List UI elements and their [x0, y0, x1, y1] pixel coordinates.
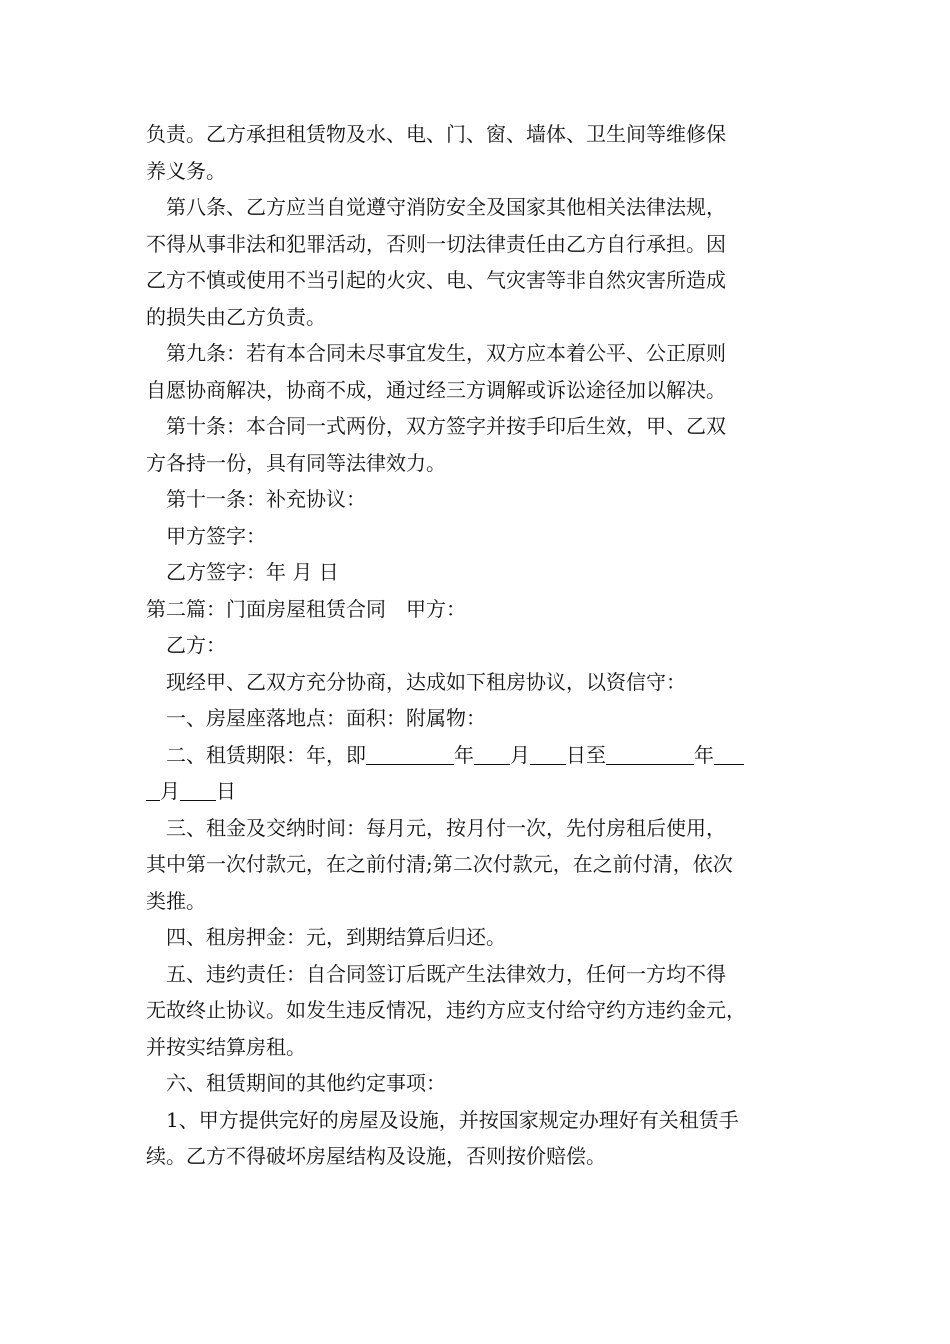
blank-underline	[366, 742, 454, 765]
text-line: 负责。乙方承担租赁物及水、电、门、窗、墙体、卫生间等维修保	[146, 122, 726, 146]
article-8-line: 第八条、乙方应当自觉遵守消防安全及国家其他相关法律法规，	[166, 195, 726, 219]
item-3-line: 三、租金及交纳时间：每月元，按月付一次，先付房租后使用，	[166, 815, 726, 840]
party-b-line: 乙方：	[166, 633, 226, 657]
lease-term-day-to-label: 日至	[566, 742, 606, 767]
item-6-line: 六、租赁期间的其他约定事项：	[166, 1071, 446, 1095]
text-line: 自愿协商解决，协商不成，通过经三方调解或诉讼途径加以解决。	[146, 377, 726, 402]
blank-underline	[530, 742, 566, 765]
text-line: 其中第一次付款元，在之前付清;第二次付款元，在之前付清，依次	[146, 852, 733, 876]
blank-underline	[606, 742, 694, 765]
party-b-signature-line: 乙方签字：年 月 日	[166, 560, 339, 584]
item-4-line: 四、租房押金：元，到期结算后归还。	[166, 925, 506, 949]
text-line: 不得从事非法和犯罪活动，否则一切法律责任由乙方自行承担。因	[146, 231, 726, 256]
article-9-line: 第九条：若有本合同未尽事宜发生，双方应本着公平、公正原则	[166, 341, 726, 365]
blank-underline	[474, 742, 510, 765]
text-line: 续。乙方不得破坏房屋结构及设施，否则按价赔偿。	[146, 1144, 606, 1168]
text-line: 方各持一份，具有同等法律效力。	[146, 450, 446, 475]
article-11-line: 第十一条：补充协议：	[166, 487, 366, 511]
blank-underline	[714, 742, 744, 765]
lease-term-line-continued	[146, 773, 810, 810]
text-line: 类推。	[146, 888, 206, 913]
lease-term-month2-label: 月	[160, 779, 180, 803]
text-line: 乙方不慎或使用不当引起的火灾、电、气灾害等非自然灾害所造成	[146, 268, 726, 292]
blank-underline	[146, 778, 160, 801]
lease-term-prefix: 二、租赁期限：年，即	[166, 742, 366, 767]
lease-term-month-label: 月	[510, 742, 530, 767]
lease-term-year2-label: 年	[694, 742, 714, 767]
item-1-line: 一、房屋座落地点：面积：附属物：	[166, 706, 486, 730]
item-5-line: 五、违约责任：自合同签订后既产生法律效力，任何一方均不得	[166, 961, 726, 986]
intro-line: 现经甲、乙双方充分协商，达成如下租房协议，以资信守：	[166, 669, 686, 694]
blank-underline	[180, 778, 216, 801]
text-line: 的损失由乙方负责。	[146, 304, 326, 329]
party-a-signature-line: 甲方签字：	[166, 523, 266, 548]
text-line: 并按实结算房租。	[146, 1034, 306, 1059]
text-line: 无故终止协议。如发生违反情况，违约方应支付给守约方违约金元，	[146, 998, 746, 1022]
lease-term-year-label: 年	[454, 742, 474, 767]
text-line: 养义务。	[146, 158, 226, 183]
item-6-1-line: 1、甲方提供完好的房屋及设施，并按国家规定办理好有关租赁手	[166, 1107, 739, 1132]
article-10-line: 第十条：本合同一式两份，双方签字并按手印后生效，甲、乙双	[166, 414, 726, 438]
section-heading: 第二篇：门面房屋租赁合同 甲方：	[146, 596, 466, 621]
lease-term-line	[146, 737, 810, 774]
document-body	[146, 116, 810, 1175]
lease-term-day2-label: 日	[216, 779, 236, 803]
